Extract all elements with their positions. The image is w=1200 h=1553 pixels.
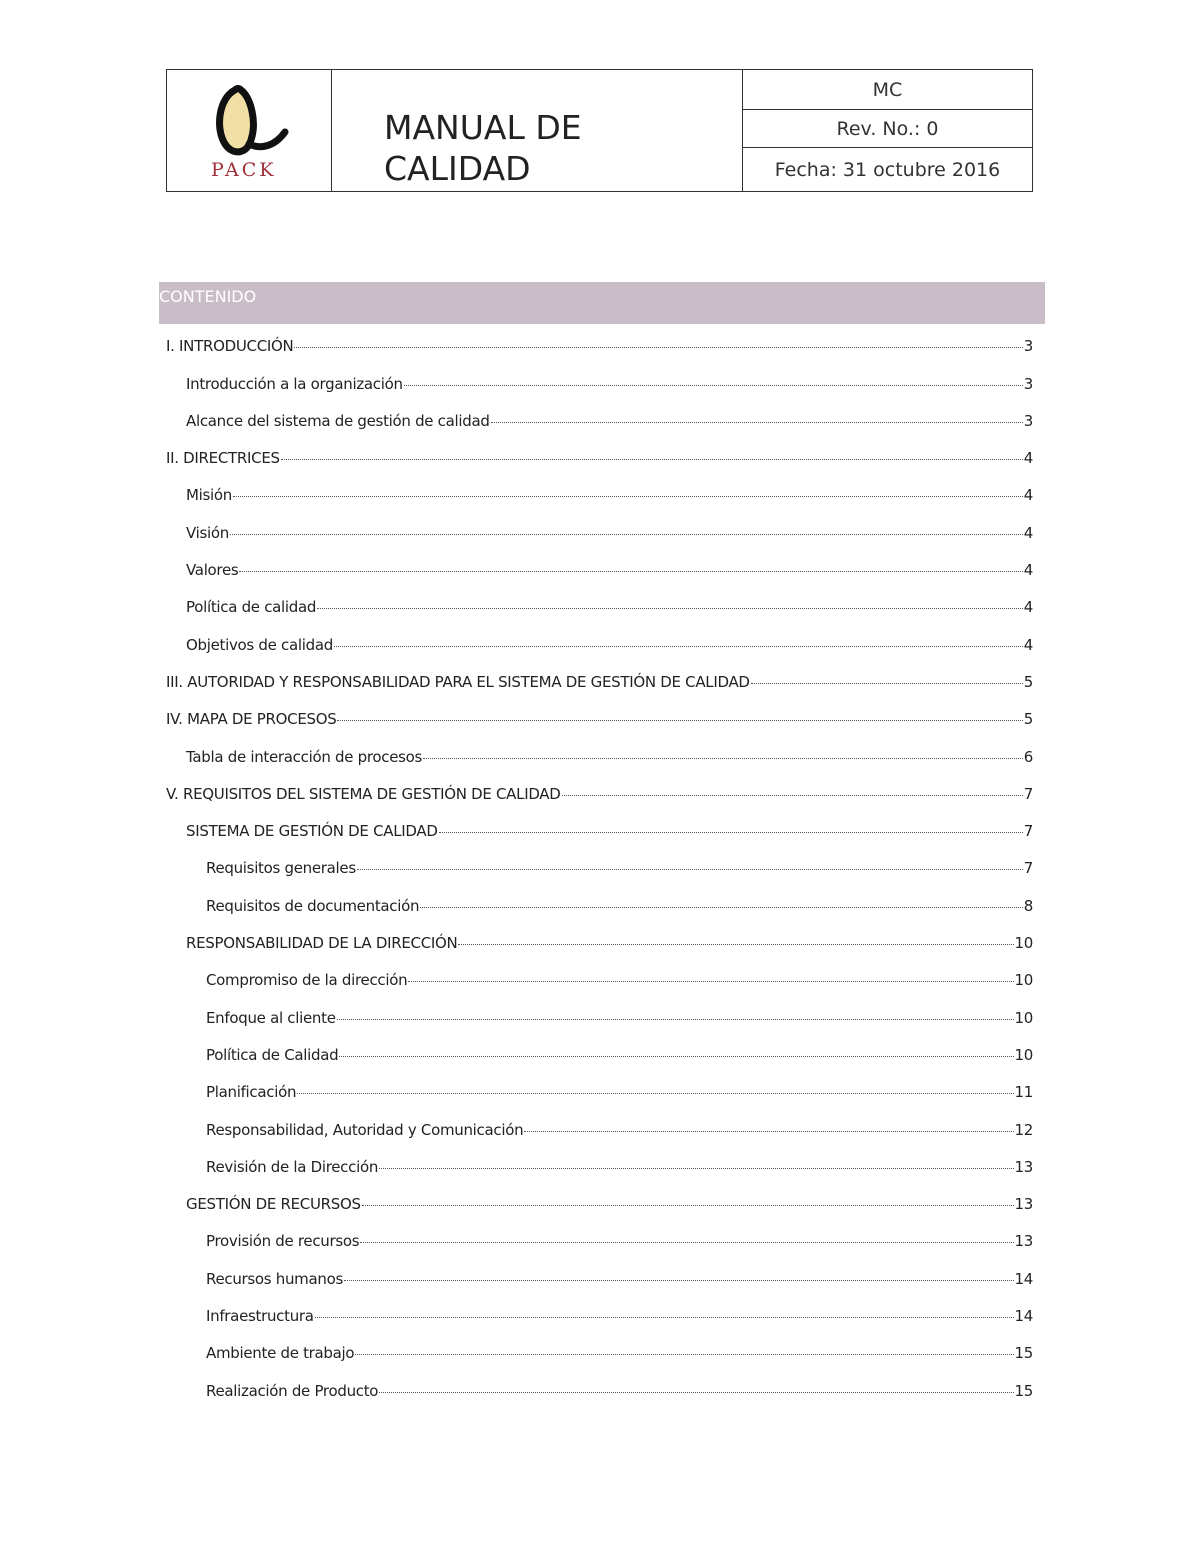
toc-entry-title: Ambiente de trabajo [206, 1344, 355, 1363]
toc-entry-page: 4 [1023, 449, 1033, 468]
toc-entry-page: 11 [1014, 1083, 1033, 1102]
toc-entry-page: 3 [1023, 411, 1033, 430]
toc-entry[interactable] [166, 960, 1033, 997]
toc-entry-title: Política de Calidad [206, 1045, 339, 1064]
toc-entry[interactable] [166, 997, 1033, 1034]
toc-entry-title: Misión [186, 486, 232, 505]
toc-entry[interactable] [166, 475, 1033, 512]
toc-dot-leader [317, 608, 1023, 609]
toc-dot-leader [404, 385, 1023, 386]
toc-entry-title: Infraestructura [206, 1307, 314, 1326]
toc-entry-page: 14 [1014, 1269, 1033, 1288]
toc-entry[interactable] [166, 1109, 1033, 1146]
toc-dot-leader [458, 944, 1013, 945]
toc-entry[interactable] [166, 885, 1033, 922]
toc-dot-leader [491, 422, 1023, 423]
toc-entry[interactable] [166, 1221, 1033, 1258]
toc-entry[interactable] [166, 1035, 1033, 1072]
revision-number: Rev. No.: 0 [743, 110, 1033, 148]
title-line-2: CALIDAD [384, 149, 531, 188]
toc-dot-leader [230, 534, 1023, 535]
logo [167, 70, 332, 192]
toc-entry-title: Realización de Producto [206, 1381, 379, 1400]
revision-date: Fecha: 31 octubre 2016 [743, 148, 1033, 192]
toc-entry-page: 13 [1014, 1195, 1033, 1214]
toc-entry-page: 4 [1023, 635, 1033, 654]
toc-dot-leader [423, 758, 1023, 759]
toc-dot-leader [294, 347, 1022, 348]
toc-entry-page: 15 [1014, 1344, 1033, 1363]
toc-entry-page: 12 [1014, 1120, 1033, 1139]
toc-entry-title: Visión [186, 523, 229, 542]
toc-dot-leader [362, 1205, 1014, 1206]
toc-entry-title: Compromiso de la dirección [206, 971, 408, 990]
toc-dot-leader [751, 683, 1023, 684]
toc-dot-leader [524, 1131, 1013, 1132]
toc-entry[interactable] [166, 736, 1033, 773]
toc-dot-leader [297, 1093, 1013, 1094]
toc-entry[interactable] [166, 774, 1033, 811]
toc-entry[interactable] [166, 1184, 1033, 1221]
toc-entry-title: Objetivos de calidad [186, 635, 333, 654]
toc-dot-leader [355, 1354, 1013, 1355]
toc-entry-title: Provisión de recursos [206, 1232, 360, 1251]
toc-entry-page: 5 [1023, 710, 1033, 729]
toc-entry-page: 14 [1014, 1307, 1033, 1326]
toc-dot-leader [337, 720, 1022, 721]
toc-entry[interactable] [166, 1370, 1033, 1407]
toc-entry-title: II. DIRECTRICES [166, 449, 280, 468]
toc-entry-title: SISTEMA DE GESTIÓN DE CALIDAD [186, 822, 438, 841]
toc-entry-title: Responsabilidad, Autoridad y Comunicación [206, 1120, 524, 1139]
toc-dot-leader [357, 869, 1023, 870]
document-title [332, 70, 743, 192]
toc-entry-title: Planificación [206, 1083, 297, 1102]
document-header [166, 69, 1033, 192]
toc-dot-leader [233, 496, 1023, 497]
toc-dot-leader [239, 571, 1022, 572]
toc-dot-leader [360, 1242, 1013, 1243]
toc-entry-page: 10 [1014, 934, 1033, 953]
toc-entry[interactable] [166, 326, 1033, 363]
toc-entry[interactable] [166, 512, 1033, 549]
toc-dot-leader [408, 981, 1013, 982]
toc-entry[interactable] [166, 550, 1033, 587]
toc-entry-page: 7 [1023, 784, 1033, 803]
toc-entry[interactable] [166, 811, 1033, 848]
toc-entry[interactable] [166, 923, 1033, 960]
toc-dot-leader [337, 1019, 1014, 1020]
toc-entry-title: Introducción a la organización [186, 374, 403, 393]
toc-entry-title: IV. MAPA DE PROCESOS [166, 710, 337, 729]
toc-entry[interactable] [166, 401, 1033, 438]
toc-entry-title: GESTIÓN DE RECURSOS [186, 1195, 361, 1214]
toc-entry-title: Requisitos generales [206, 859, 356, 878]
toc-entry[interactable] [166, 662, 1033, 699]
toc-entry[interactable] [166, 1296, 1033, 1333]
toc-entry[interactable] [166, 1147, 1033, 1184]
toc-entry[interactable] [166, 624, 1033, 661]
toc-entry-page: 15 [1014, 1381, 1033, 1400]
toc-entry[interactable] [166, 1333, 1033, 1370]
toc-entry-title: Tabla de interacción de procesos [186, 747, 423, 766]
toc-entry-title: Requisitos de documentación [206, 896, 420, 915]
toc-heading: CONTENIDO [159, 282, 1045, 324]
toc-entry[interactable] [166, 363, 1033, 400]
toc-entry-title: RESPONSABILIDAD DE LA DIRECCIÓN [186, 934, 458, 953]
toc-entry-page: 3 [1023, 337, 1033, 356]
toc-entry-page: 10 [1014, 1008, 1033, 1027]
toc-entry-page: 13 [1014, 1232, 1033, 1251]
toc-entry-page: 3 [1023, 374, 1033, 393]
toc-entry-page: 7 [1023, 822, 1033, 841]
toc-entry[interactable] [166, 438, 1033, 475]
logo-text: PACK [211, 159, 277, 181]
toc-dot-leader [281, 459, 1023, 460]
toc-entry[interactable] [166, 587, 1033, 624]
toc-entry-page: 4 [1023, 598, 1033, 617]
document-code: MC [743, 70, 1033, 110]
toc-dot-leader [562, 795, 1023, 796]
toc-entry-title: Revisión de la Dirección [206, 1157, 379, 1176]
toc-dot-leader [344, 1280, 1014, 1281]
toc-dot-leader [379, 1168, 1013, 1169]
table-of-contents [166, 326, 1033, 1408]
toc-entry-page: 10 [1014, 971, 1033, 990]
toc-entry-title: I. INTRODUCCIÓN [166, 337, 294, 356]
logo-mark-icon [205, 80, 305, 170]
toc-entry-page: 4 [1023, 561, 1033, 580]
toc-entry-title: Enfoque al cliente [206, 1008, 336, 1027]
toc-entry[interactable] [166, 1072, 1033, 1109]
toc-entry-page: 10 [1014, 1045, 1033, 1064]
toc-dot-leader [420, 907, 1023, 908]
toc-entry-page: 4 [1023, 523, 1033, 542]
toc-dot-leader [379, 1392, 1013, 1393]
toc-entry-page: 7 [1023, 859, 1033, 878]
toc-entry[interactable] [166, 699, 1033, 736]
toc-dot-leader [439, 832, 1023, 833]
title-line-1: MANUAL DE [384, 108, 582, 147]
toc-entry-page: 4 [1023, 486, 1033, 505]
toc-dot-leader [315, 1317, 1014, 1318]
toc-dot-leader [334, 646, 1023, 647]
toc-entry-title: Alcance del sistema de gestión de calidad [186, 411, 490, 430]
toc-entry-page: 6 [1023, 747, 1033, 766]
toc-entry-title: Recursos humanos [206, 1269, 343, 1288]
toc-entry-title: V. REQUISITOS DEL SISTEMA DE GESTIÓN DE CALIDAD [166, 784, 561, 803]
toc-entry-title: III. AUTORIDAD Y RESPONSABILIDAD PARA EL SISTEMA DE GESTIÓN DE CALIDAD [166, 672, 750, 691]
toc-entry-page: 5 [1023, 672, 1033, 691]
toc-entry-title: Valores [186, 561, 239, 580]
toc-entry-page: 13 [1014, 1157, 1033, 1176]
toc-entry[interactable] [166, 1258, 1033, 1295]
toc-entry-title: Política de calidad [186, 598, 317, 617]
toc-entry[interactable] [166, 848, 1033, 885]
toc-dot-leader [339, 1056, 1013, 1057]
toc-entry-page: 8 [1023, 896, 1033, 915]
